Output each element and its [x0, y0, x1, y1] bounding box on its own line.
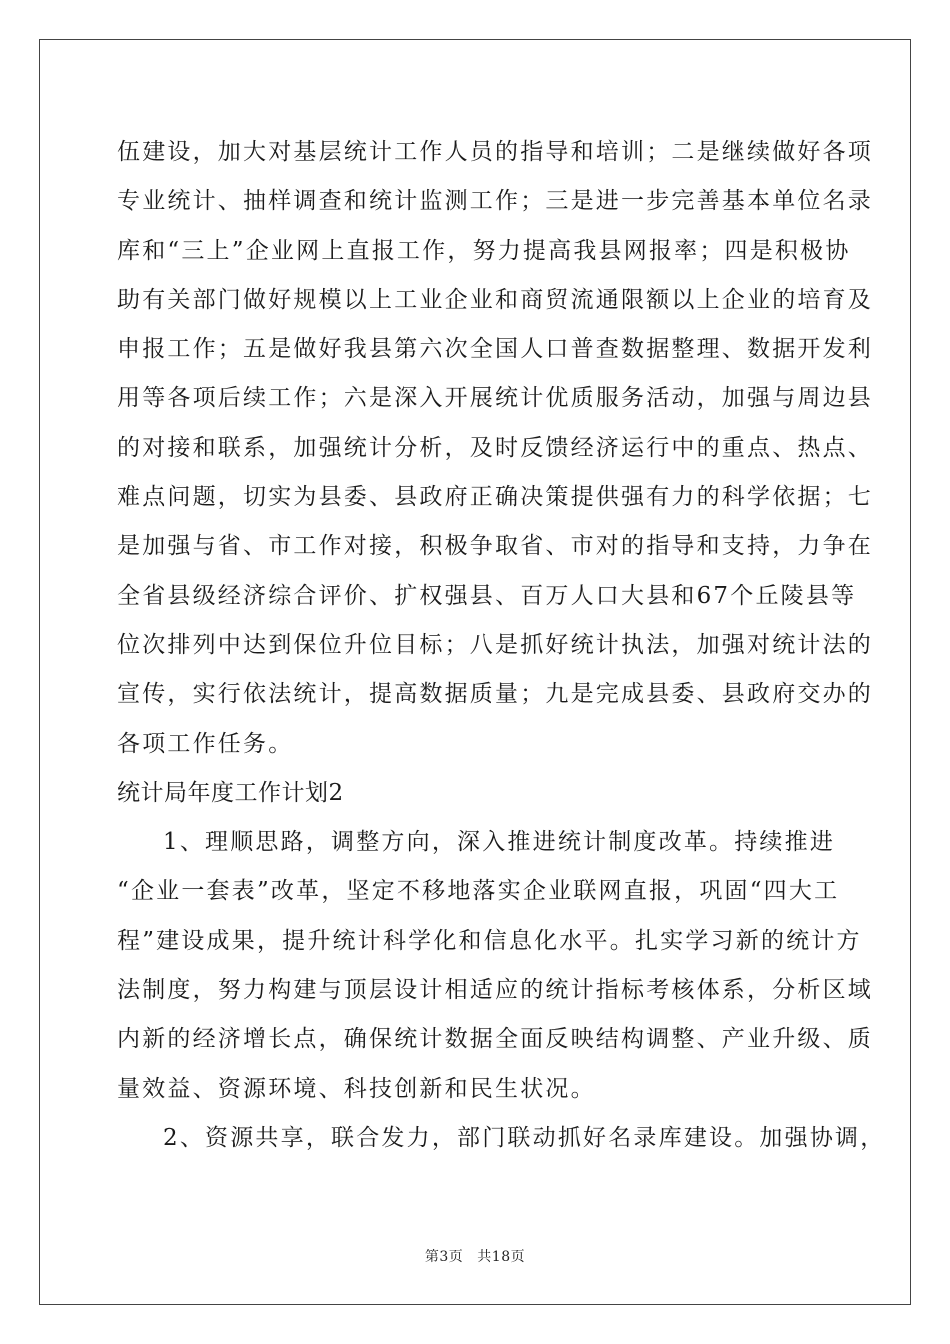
- body-line: 难点问题，切实为县委、县政府正确决策提供强有力的科学依据；七: [117, 484, 873, 511]
- body-line: 伍建设，加大对基层统计工作人员的指导和培训；二是继续做好各项: [117, 139, 873, 165]
- body-line: 专业统计、抽样调查和统计监测工作；三是进一步完善基本单位名录: [117, 188, 873, 215]
- body-line: 助有关部门做好规模以上工业企业和商贸流通限额以上企业的培育及: [117, 286, 873, 313]
- page-total: 共18页: [477, 1249, 526, 1265]
- section-heading: 统计局年度工作计划2: [117, 779, 344, 806]
- page-footer: [0, 1246, 950, 1266]
- document-body: [117, 128, 886, 1163]
- body-line: 位次排列中达到保位升位目标；八是抓好统计执法，加强对统计法的: [117, 631, 873, 658]
- paragraph-first-line: 2、资源共享，联合发力，部门联动抓好名录库建设。加强协调，: [163, 1124, 886, 1151]
- body-line: 是加强与省、市工作对接，积极争取省、市对的指导和支持，力争在: [117, 533, 873, 560]
- body-line: 各项工作任务。: [117, 730, 294, 757]
- body-line: 用等各项后续工作；六是深入开展统计优质服务活动，加强与周边县: [117, 385, 873, 412]
- body-line: 的对接和联系，加强统计分析，及时反馈经济运行中的重点、热点、: [117, 434, 873, 461]
- body-line: 量效益、资源环境、科技创新和民生状况。: [117, 1075, 596, 1102]
- body-line: 宣传，实行依法统计，提高数据质量；九是完成县委、县政府交办的: [117, 681, 873, 708]
- paragraph-first-line: 1、理顺思路，调整方向，深入推进统计制度改革。持续推进: [163, 829, 836, 856]
- page-number: 第3页: [424, 1249, 464, 1265]
- body-line: 全省县级经济综合评价、扩权强县、百万人口大县和67个丘陵县等: [117, 582, 857, 609]
- body-line: 申报工作；五是做好我县第六次全国人口普查数据整理、数据开发利: [117, 336, 873, 363]
- body-line: 程”建设成果，提升统计科学化和信息化水平。扎实学习新的统计方: [117, 927, 862, 954]
- body-line: 库和“三上”企业网上直报工作，努力提高我县网报率；四是积极协: [117, 237, 851, 264]
- body-line: 法制度，努力构建与顶层设计相适应的统计指标考核体系，分析区域: [117, 977, 873, 1004]
- body-line: 内新的经济增长点，确保统计数据全面反映结构调整、产业升级、质: [117, 1026, 873, 1053]
- body-line: “企业一套表”改革，坚定不移地落实企业联网直报，巩固“四大工: [117, 878, 840, 905]
